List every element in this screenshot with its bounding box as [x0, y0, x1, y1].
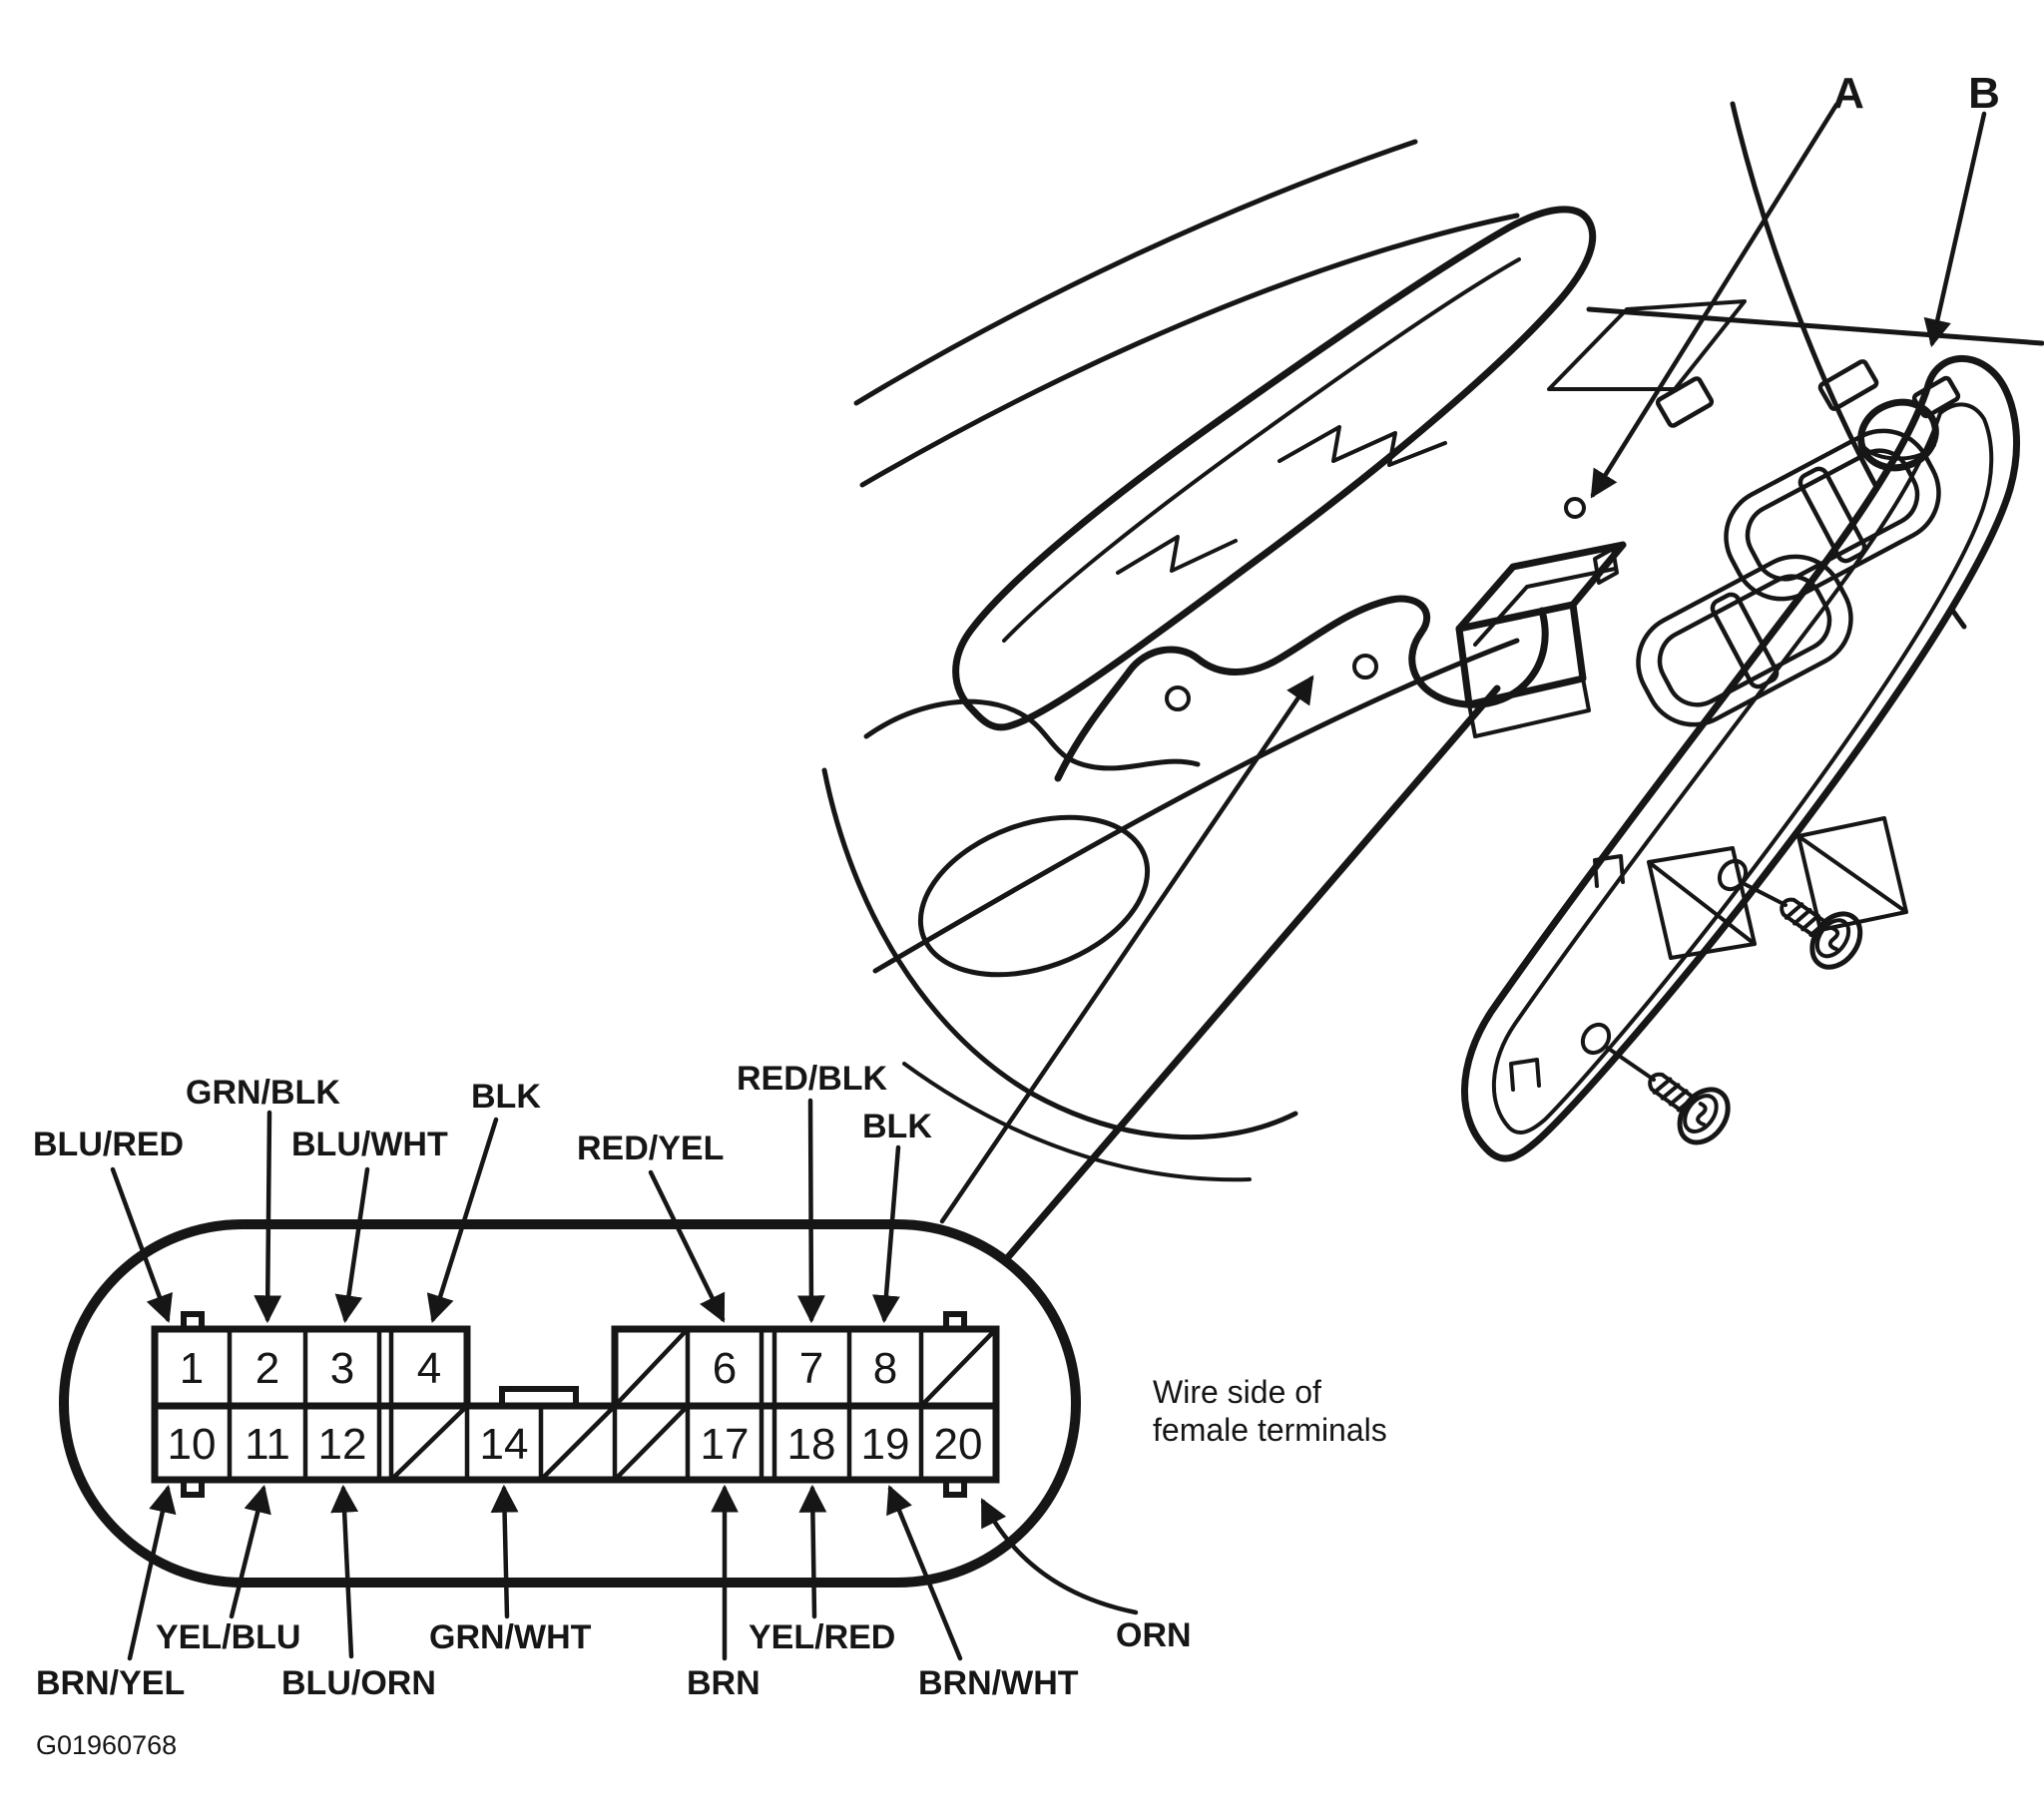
terminal-number-6: 6 [712, 1344, 738, 1393]
pull-cup-recess [898, 788, 1169, 1004]
arrow-red-blk [810, 1101, 811, 1319]
wire-label-grn-blk: GRN/BLK [186, 1074, 340, 1112]
wire-label-blu-orn: BLU/ORN [281, 1664, 436, 1702]
switch-panel [1464, 358, 2016, 1158]
wire-label-yel-blu: YEL/BLU [156, 1618, 301, 1656]
connector-diagram [64, 1101, 1136, 1658]
callout-b-arrow [1932, 114, 1984, 343]
screw-2 [1635, 1055, 1738, 1151]
terminal-number-4: 4 [416, 1344, 442, 1393]
wire-label-grn-wht: GRN/WHT [429, 1618, 592, 1656]
screw1-head [1802, 905, 1870, 977]
wire-label-brn: BRN [687, 1664, 761, 1702]
wire-label-red-yel: RED/YEL [577, 1130, 725, 1167]
harness-clip-loop-1 [1354, 656, 1376, 678]
wire-label-blk-8: BLK [862, 1108, 932, 1145]
door-surface-line [1589, 309, 2042, 343]
terminal-number-2: 2 [255, 1344, 280, 1393]
switch-panel-outline [1464, 358, 2016, 1158]
armrest-lower-body [824, 770, 1295, 1138]
wire-label-red-blk: RED/BLK [737, 1060, 888, 1098]
terminal-number-19: 19 [860, 1420, 910, 1469]
arrow-grn-blk [267, 1113, 269, 1319]
terminal-number-7: 7 [798, 1344, 824, 1393]
screw-boss-icon [1566, 499, 1584, 517]
wire-label-blu-wht: BLU/WHT [291, 1126, 448, 1163]
callout-a-arrow [1593, 105, 1836, 495]
arrow-grn-wht [504, 1489, 507, 1616]
terminal-number-18: 18 [786, 1420, 836, 1469]
wire-label-brn-wht: BRN/WHT [918, 1664, 1079, 1702]
terminal-number-11: 11 [245, 1420, 290, 1469]
wire-label-yel-red: YEL/RED [749, 1618, 896, 1656]
terminal-number-12: 12 [317, 1420, 367, 1469]
terminal-number-17: 17 [700, 1420, 750, 1469]
callout-a-label: A [1832, 69, 1864, 118]
connector-box-lip [1469, 679, 1589, 736]
door-panel-illustration [824, 104, 2042, 1257]
terminal-number-3: 3 [329, 1344, 355, 1393]
terminal-number-8: 8 [872, 1344, 898, 1393]
arrow-yel-red [812, 1489, 814, 1616]
terminal-number-14: 14 [479, 1420, 529, 1469]
armrest-inner-edge [1004, 259, 1519, 641]
pull-handle-contour [866, 701, 1198, 768]
wire-label-blu-red: BLU/RED [33, 1126, 185, 1163]
screw2-head [1670, 1081, 1738, 1152]
wire-label-blk-4: BLK [471, 1078, 541, 1116]
figure-id: G01960768 [36, 1730, 178, 1760]
caption-wire-side-line2: female terminals [1153, 1412, 1387, 1448]
wire-label-brn-yel: BRN/YEL [36, 1664, 186, 1702]
cavity-step-lines-2 [1118, 537, 1236, 573]
terminal-number-20: 20 [933, 1420, 983, 1469]
caption-wire-side-line1: Wire side of [1153, 1374, 1321, 1410]
door-contour-line [875, 641, 1517, 971]
door-lower-crease [904, 1064, 1250, 1179]
magnifier-leader-line [1008, 688, 1497, 1257]
harness-clip-loop-2 [1167, 687, 1189, 709]
wire-label-orn: ORN [1116, 1616, 1192, 1654]
screw-1 [1767, 880, 1870, 977]
terminal-number-10: 10 [167, 1420, 217, 1469]
terminal-number-1: 1 [179, 1344, 205, 1393]
harness-pointer-arrow [942, 679, 1311, 1221]
callout-b-label: B [1968, 69, 2000, 118]
door-edge-upper [856, 142, 1415, 403]
panel-vent-1 [1657, 377, 1714, 427]
